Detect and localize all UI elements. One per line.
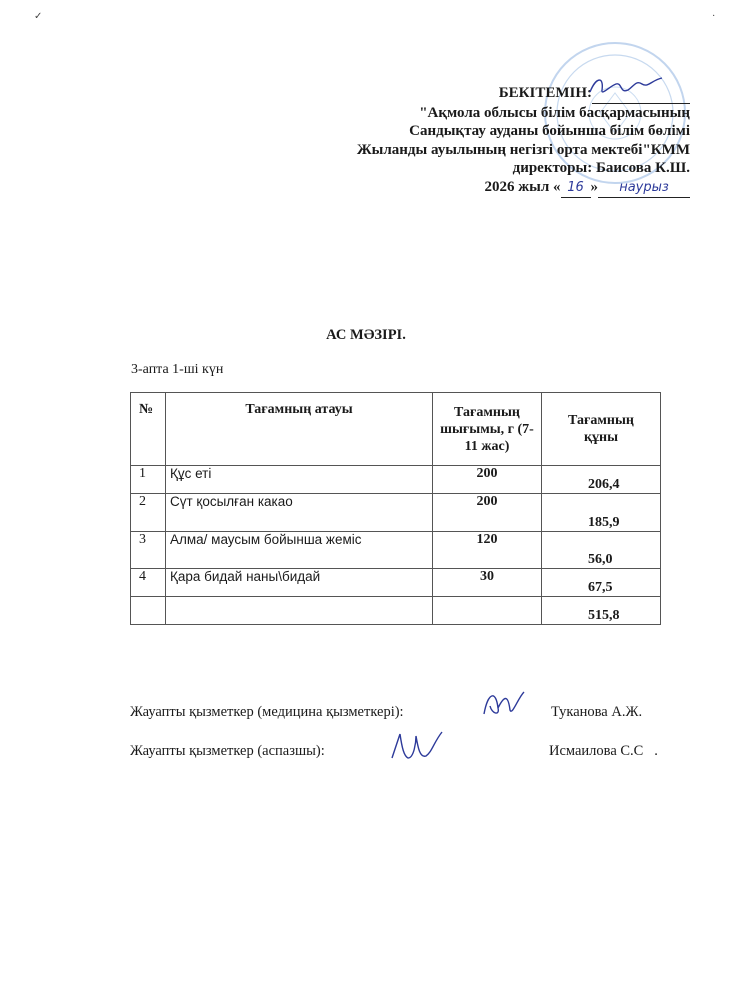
approval-line-1: "Ақмола облысы білім басқармасының (419, 104, 690, 121)
approval-line-4: директоры: Баисова К.Ш. (512, 160, 690, 176)
row-yield: 200 (433, 494, 542, 532)
row-number: 1 (131, 466, 166, 494)
row-yield: 30 (433, 569, 542, 597)
total-number-cell (131, 597, 166, 625)
row-cost: 67,5 (542, 569, 661, 597)
row-dish-name: Құс еті (166, 466, 433, 494)
approval-date-line (357, 178, 690, 199)
total-name-cell (166, 597, 433, 625)
row-cost: 56,0 (542, 532, 661, 569)
corner-mark-left: ✓ (34, 11, 43, 22)
director-signature (586, 72, 666, 102)
row-number: 3 (131, 532, 166, 569)
page-title: АС МӘЗІРІ. (326, 327, 406, 343)
date-month: наурыз (619, 179, 669, 195)
header-yield: Тағамның шығымы, г (7-11 жас) (433, 393, 542, 466)
table-header-row (131, 393, 661, 466)
table-row (131, 466, 661, 494)
row-dish-name: Қара бидай наны\бидай (166, 569, 433, 597)
responsible-name-cook: Исмаилова С.С . (549, 743, 658, 759)
table-row (131, 569, 661, 597)
table-total-row (131, 597, 661, 625)
row-cost: 185,9 (542, 494, 661, 532)
approval-heading: БЕКІТЕМІН: (498, 85, 592, 101)
row-yield: 200 (433, 466, 542, 494)
corner-mark-right: · (712, 11, 716, 22)
row-dish-name: Алма/ маусым бойынша жеміс (166, 532, 433, 569)
date-year: 2026 жыл « (484, 178, 561, 195)
table-row (131, 494, 661, 532)
week-day-label: 3-апта 1-ші күн (131, 362, 224, 377)
row-yield: 120 (433, 532, 542, 569)
table-row (131, 532, 661, 569)
date-day-blank (561, 178, 591, 199)
responsible-name-medical: Туканова А.Ж. (551, 704, 643, 720)
medical-signature (478, 686, 528, 720)
total-yield-cell (433, 597, 542, 625)
cook-signature (386, 728, 446, 764)
menu-table (130, 392, 661, 625)
header-dish-name: Тағамның атауы (166, 393, 433, 466)
approval-line-2: Сандықтау ауданы бойынша білім бөлімі (409, 123, 690, 139)
responsible-role-cook: Жауапты қызметкер (аспазшы): (130, 743, 325, 759)
date-close: » (590, 178, 598, 195)
date-day: 16 (567, 179, 584, 195)
header-cost: Тағамның құны (542, 393, 661, 466)
approval-line-3: Жыланды ауылының негізгі орта мектебі"КММ (356, 141, 690, 158)
date-month-blank (598, 178, 690, 199)
row-number: 2 (131, 494, 166, 532)
total-cost: 515,8 (542, 597, 661, 625)
responsible-role-medical: Жауапты қызметкер (медицина қызметкері): (130, 704, 404, 720)
row-number: 4 (131, 569, 166, 597)
header-number: № (131, 393, 166, 466)
row-cost: 206,4 (542, 466, 661, 494)
row-dish-name: Сүт қосылған какао (166, 494, 433, 532)
